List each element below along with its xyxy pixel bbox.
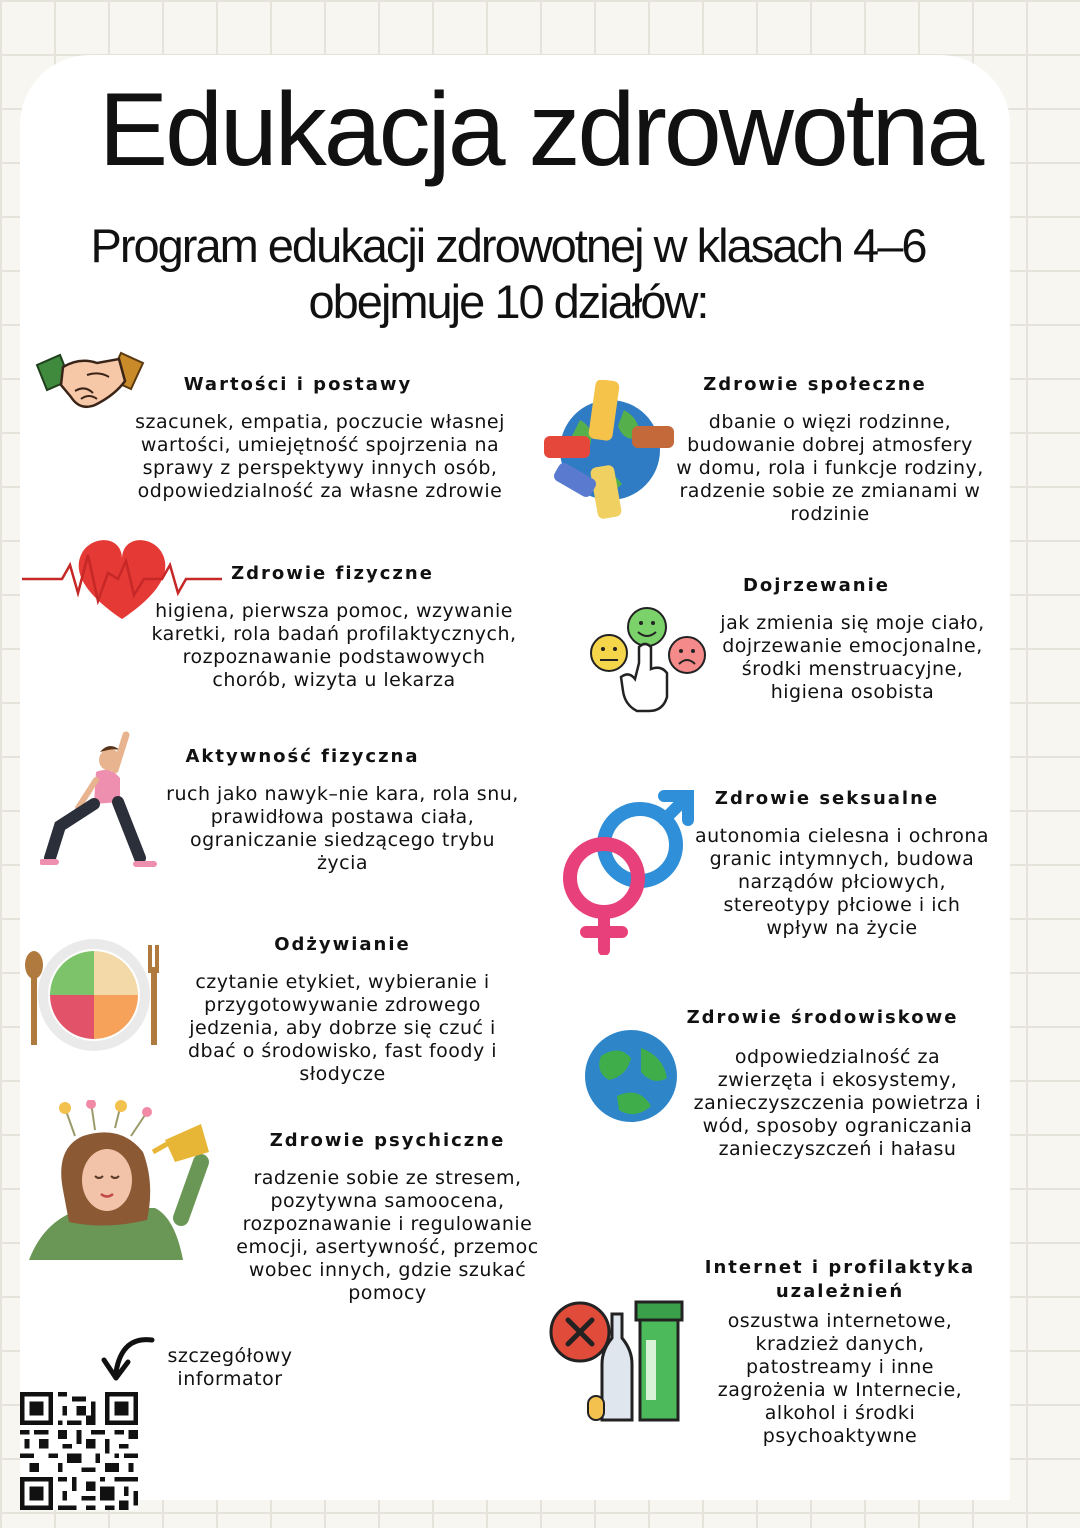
info-note: szczegółowy informator [167, 1345, 293, 1390]
section-zdrowie-psychiczne [215, 1129, 560, 1305]
subtitle-line-1: Program edukacji zdrowotnej w klasach 4–6 [90, 219, 926, 272]
curved-arrow-icon [96, 1334, 156, 1384]
emotions-icon [585, 605, 710, 713]
section-heading: Odżywianie [274, 934, 411, 955]
mindful-woman-icon [25, 1100, 220, 1260]
section-wartosci-i-postawy [115, 373, 525, 503]
section-text: dbanie o więzi rodzinne, budowanie dobrej atmosfery w domu, rola i funkcje rodziny, radzenie sobie ze zmianami w rodzinie [676, 411, 984, 525]
section-heading: Zdrowie fizyczne [231, 563, 434, 584]
section-text: jak zmienia się moje ciało, dojrzewanie emocjonalne, środki menstruacyjne, higiena osobista [720, 612, 985, 703]
section-text: ruch jako nawyk–nie kara, rola snu, prawidłowa postawa ciała, ograniczanie siedzącego trybu życia [166, 783, 519, 874]
section-zdrowie-seksualne [682, 787, 1002, 940]
section-dojrzewanie [705, 574, 1000, 704]
addiction-icon [548, 1300, 688, 1425]
gender-symbols-icon [560, 790, 695, 955]
section-internet-i-profilaktyka [680, 1256, 1000, 1448]
section-heading: Internet i profilaktyka uzależnień [704, 1257, 976, 1302]
section-text: czytanie etykiet, wybieranie i przygotowywanie zdrowego jedzenia, aby dobrze się czuć i dbać o środowisko, fast foody i słodycze [187, 971, 498, 1085]
section-heading: Dojrzewanie [742, 575, 890, 596]
section-text: autonomia cielesna i ochrona granic intymnych, budowa narządów płciowych, stereotypy płciowe i ich wpływ na życie [694, 825, 990, 939]
section-heading: Zdrowie środowiskowe [686, 1007, 959, 1028]
section-aktywnosc-fizyczna [140, 745, 545, 875]
qr-code[interactable] [18, 1392, 140, 1510]
hands-globe-icon [540, 380, 680, 520]
section-odzywianie [165, 933, 520, 1086]
section-heading: Zdrowie społeczne [703, 374, 927, 395]
page-subtitle [0, 218, 1016, 330]
section-zdrowie-srodowiskowe [680, 1006, 995, 1161]
section-zdrowie-spoleczne [670, 373, 990, 526]
section-text: szacunek, empatia, poczucie własnej wartości, umiejętność spojrzenia na sprawy z perspektywy innych osób, odpowiedzialność za własne zdrowie [135, 411, 505, 502]
subtitle-line-2: obejmuje 10 działów: [308, 275, 708, 328]
section-zdrowie-fizyczne [125, 562, 543, 692]
section-text: odpowiedzialność za zwierzęta i ekosystemy, zanieczyszczenia powietrza i wód, sposoby ograniczania zanieczyszczeń i hałasu [693, 1046, 982, 1160]
section-text: oszustwa internetowe, kradzież danych, patostreamy i inne zagrożenia w Internecie, alkohol i środki psychoaktywne [717, 1310, 963, 1447]
section-heading: Zdrowie seksualne [714, 788, 940, 809]
section-text: higiena, pierwsza pomoc, wzywanie karetki, rola badań profilaktycznych, rozpoznawanie podstawowych chorób, wizyta u lekarza [151, 600, 517, 691]
section-heading: Wartości i postawy [183, 374, 413, 395]
healthy-plate-icon [22, 935, 162, 1055]
section-heading: Zdrowie psychiczne [269, 1130, 506, 1151]
earth-icon [583, 1028, 679, 1124]
section-heading: Aktywność fizyczna [185, 746, 420, 767]
page-title: Edukacja zdrowotna [98, 72, 982, 188]
section-text: radzenie sobie ze stresem, pozytywna samoocena, rozpoznawanie i regulowanie emocji, asertywność, przemoc wobec innych, gdzie szukać pomocy [236, 1167, 539, 1304]
